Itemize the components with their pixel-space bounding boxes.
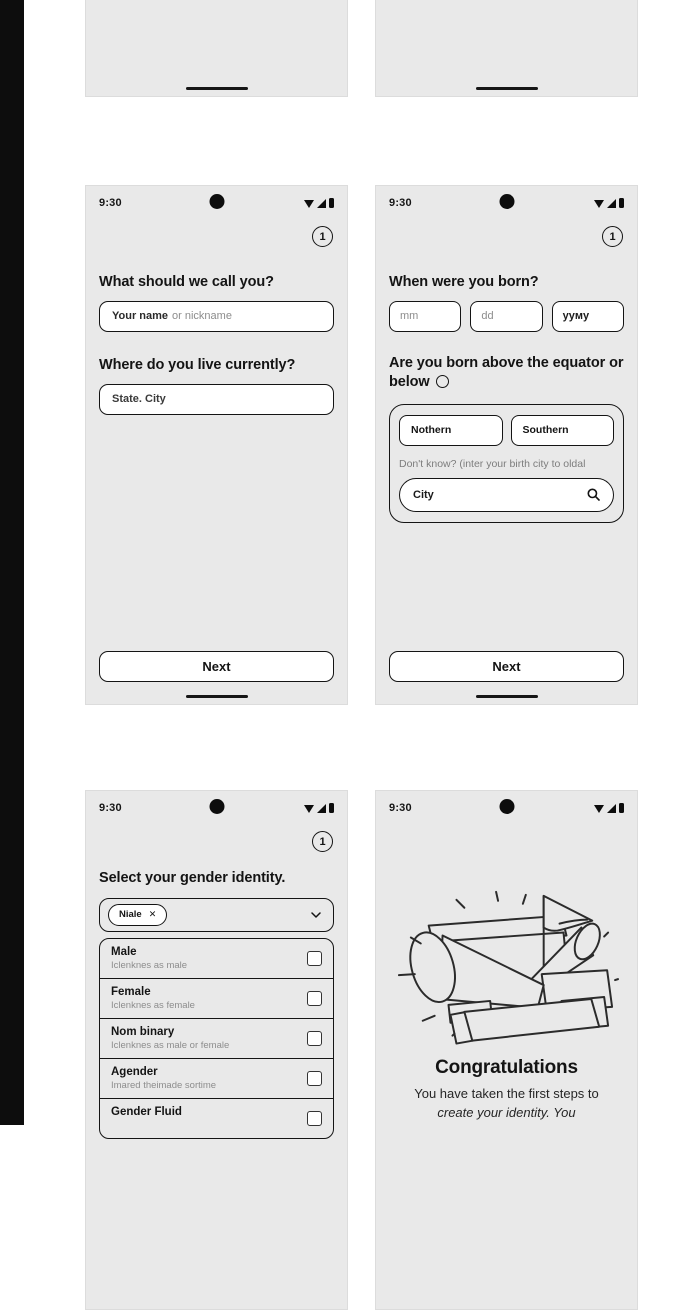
month-input[interactable]: mm bbox=[389, 301, 461, 332]
selected-gender-chip-label: Niale bbox=[119, 909, 142, 921]
home-indicator bbox=[186, 695, 248, 698]
gender-option-male[interactable] bbox=[100, 939, 333, 978]
equator-radio-icon[interactable] bbox=[436, 375, 449, 388]
phone-frame-blank-right bbox=[375, 0, 638, 97]
status-bar bbox=[86, 186, 347, 213]
hemisphere-group bbox=[389, 404, 624, 523]
camera-dot-icon bbox=[499, 799, 514, 814]
status-icons bbox=[594, 198, 624, 208]
gender-option-genderfluid[interactable] bbox=[100, 1098, 333, 1138]
selected-gender-chip[interactable] bbox=[108, 904, 167, 926]
name-input[interactable] bbox=[99, 301, 334, 332]
southern-button[interactable]: Southern bbox=[511, 415, 615, 446]
camera-dot-icon bbox=[209, 799, 224, 814]
status-bar bbox=[376, 791, 637, 818]
cellular-signal-icon bbox=[317, 804, 326, 813]
status-time: 9:30 bbox=[389, 197, 412, 209]
status-time: 9:30 bbox=[99, 802, 122, 814]
phone-frame-congrats-screen bbox=[375, 790, 638, 1310]
congrats-body bbox=[376, 1084, 637, 1123]
status-time: 9:30 bbox=[389, 802, 412, 814]
congrats-body-line2: create your identity. You bbox=[437, 1105, 576, 1121]
day-input[interactable]: dd bbox=[470, 301, 542, 332]
chevron-down-icon bbox=[311, 912, 321, 918]
question-location: Where do you live currently? bbox=[99, 356, 296, 373]
question-gender: Select your gender identity. bbox=[99, 870, 286, 886]
wifi-icon bbox=[304, 805, 314, 813]
status-icons bbox=[304, 803, 334, 813]
phone-frame-birth-screen bbox=[375, 185, 638, 705]
cellular-signal-icon bbox=[607, 199, 616, 208]
cellular-signal-icon bbox=[607, 804, 616, 813]
status-icons bbox=[304, 198, 334, 208]
home-indicator bbox=[476, 87, 538, 90]
status-bar bbox=[376, 186, 637, 213]
option-checkbox[interactable] bbox=[307, 951, 322, 966]
congrats-title: Congratulations bbox=[435, 1056, 578, 1078]
battery-icon bbox=[329, 803, 334, 813]
northern-button[interactable]: Nothern bbox=[399, 415, 503, 446]
canvas-left-rail bbox=[0, 0, 24, 1125]
step-badge: 1 bbox=[312, 831, 333, 852]
next-button[interactable]: Next bbox=[99, 651, 334, 682]
gender-option-nonbinary[interactable] bbox=[100, 1018, 333, 1058]
option-description: Imared theimade sortime bbox=[111, 1079, 217, 1091]
phone-frame-gender-screen bbox=[85, 790, 348, 1310]
option-checkbox[interactable] bbox=[307, 1111, 322, 1126]
question-birthday: When were you born? bbox=[389, 274, 539, 290]
city-search-input[interactable] bbox=[399, 478, 614, 512]
option-label: Nom binary bbox=[111, 1025, 175, 1038]
battery-icon bbox=[329, 198, 334, 208]
city-search-placeholder: City bbox=[413, 488, 434, 501]
option-description: Iclenknes as male or female bbox=[111, 1039, 230, 1051]
gender-option-list bbox=[99, 938, 334, 1139]
question-equator-text: Are you born above the equator or below bbox=[389, 354, 624, 390]
wifi-icon bbox=[304, 200, 314, 208]
hemisphere-hint: Don't know? (inter your birth city to oldal bbox=[399, 457, 586, 470]
chip-close-icon[interactable]: ✕ bbox=[148, 909, 157, 920]
date-input-row bbox=[389, 301, 624, 332]
step-badge: 1 bbox=[602, 226, 623, 247]
option-label: Gender Fluid bbox=[111, 1105, 182, 1118]
option-checkbox[interactable] bbox=[307, 991, 322, 1006]
gender-option-agender[interactable] bbox=[100, 1058, 333, 1098]
home-indicator bbox=[186, 87, 248, 90]
name-input-placeholder-primary: Your name bbox=[112, 310, 169, 323]
option-label: Agender bbox=[111, 1065, 158, 1078]
question-name: What should we call you? bbox=[99, 274, 274, 290]
option-description: Iclenknes as female bbox=[111, 999, 195, 1011]
phone-frame-blank-left bbox=[85, 0, 348, 97]
camera-dot-icon bbox=[499, 194, 514, 209]
option-label: Male bbox=[111, 945, 137, 958]
wifi-icon bbox=[594, 805, 604, 813]
camera-dot-icon bbox=[209, 194, 224, 209]
location-input-placeholder: State. City bbox=[112, 393, 166, 406]
wifi-icon bbox=[594, 200, 604, 208]
name-input-placeholder-secondary: or nickname bbox=[172, 310, 232, 323]
option-label: Female bbox=[111, 985, 151, 998]
gender-option-female[interactable] bbox=[100, 978, 333, 1018]
home-indicator bbox=[476, 695, 538, 698]
year-input[interactable]: yyмy bbox=[552, 301, 624, 332]
status-time: 9:30 bbox=[99, 197, 122, 209]
battery-icon bbox=[619, 803, 624, 813]
cellular-signal-icon bbox=[317, 199, 326, 208]
status-icons bbox=[594, 803, 624, 813]
option-checkbox[interactable] bbox=[307, 1071, 322, 1086]
status-bar bbox=[86, 791, 347, 818]
location-input[interactable] bbox=[99, 384, 334, 415]
gender-dropdown[interactable] bbox=[99, 898, 334, 932]
option-description bbox=[111, 1120, 182, 1131]
question-equator bbox=[389, 354, 624, 392]
step-badge: 1 bbox=[312, 226, 333, 247]
congrats-body-line1: You have taken the first steps to bbox=[414, 1085, 599, 1101]
option-checkbox[interactable] bbox=[307, 1031, 322, 1046]
search-icon bbox=[587, 488, 600, 501]
phone-frame-name-screen bbox=[85, 185, 348, 705]
option-description: Iclenknes as male bbox=[111, 959, 188, 971]
next-button[interactable]: Next bbox=[389, 651, 624, 682]
battery-icon bbox=[619, 198, 624, 208]
congrats-illustration bbox=[393, 880, 621, 1049]
